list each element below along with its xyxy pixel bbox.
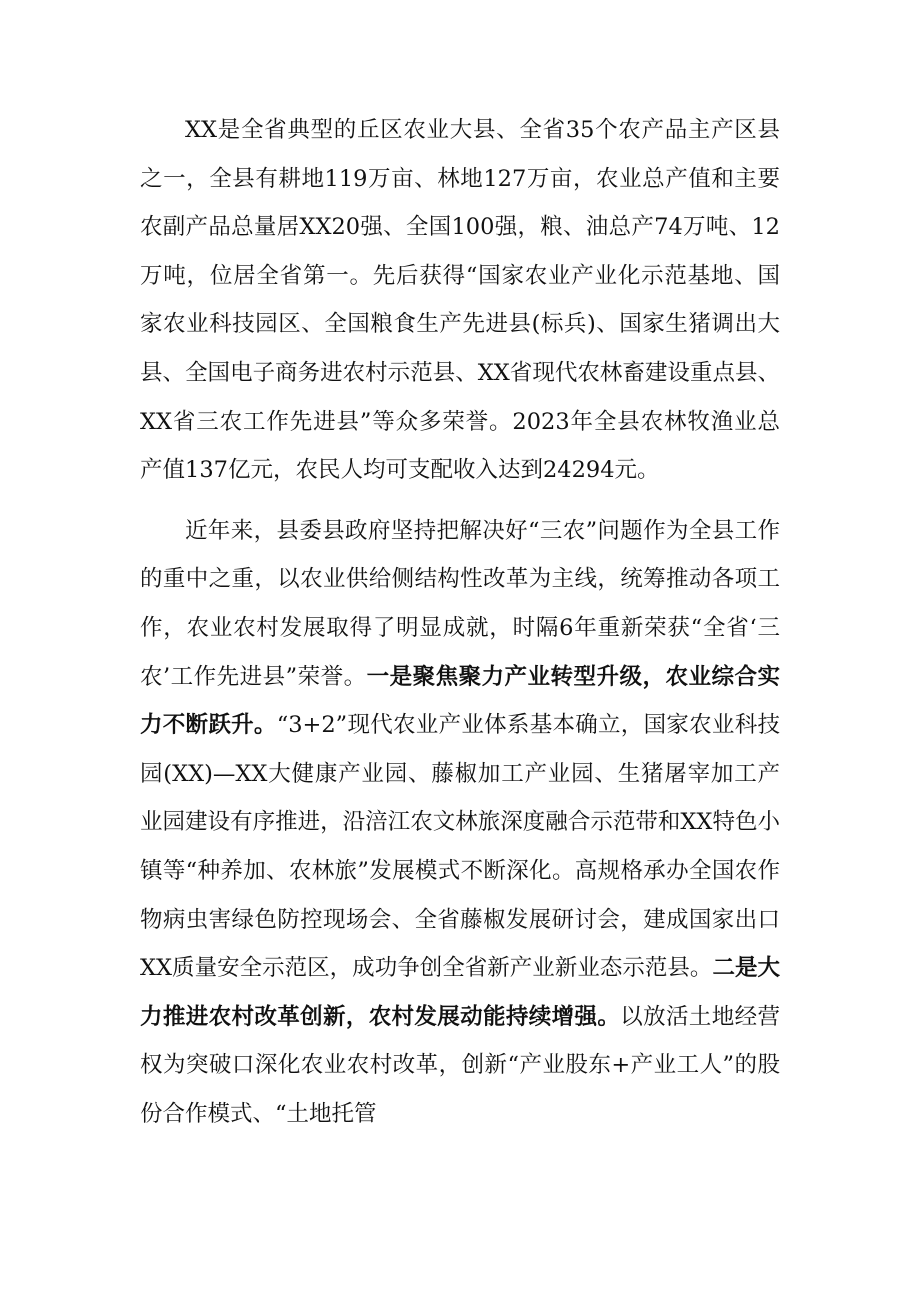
paragraph-achievements — [140, 507, 780, 1139]
point-two-text: 以放活土地经营权为突破口深化农业农村改革，创新“产业股东+产业工人”的股份合作模式、“土地托管 — [140, 1003, 780, 1127]
point-one-heading: 一是聚焦聚力产业转型升级，农业综合实力不断跃升。 — [140, 663, 780, 739]
point-two-heading: 二是大力推进农村改革创新，农村发展动能持续增强。 — [140, 955, 780, 1030]
overview-text: XX是全省典型的丘区农业大县、全省35个农产品主产区县之一，全县有耕地119万亩、林地127万亩，农业总产值和主要农副产品总量居XX20强、全国100强，粮、油总产74万吨、12万吨，位居全省第一。先后获得“国家农业产业化示范基地、国家农业科技园区、全国粮食生产先进县(标兵)、国家生猪调出大县、全国电子商务进农村示范县、XX省现代农林畜建设重点县、XX省三农工作先进县”等众多荣誉。2023年全县农林牧渔业总产值137亿元，农民人均可支配收入达到24294元。 — [140, 117, 780, 484]
document-body — [140, 106, 780, 1150]
point-one-text: “3+2”现代农业产业体系基本确立，国家农业科技园(XX)—XX大健康产业园、藤椒加工产业园、生猪屠宰加工产业园建设有序推进，沿涪江农文林旅深度融合示范带和XX特色小镇等“种养加、农林旅”发展模式不断深化。高规格承办全国农作物病虫害绿色防控现场会、全省藤椒发展研讨会，建成国家出口XX质量安全示范区，成功争创全省新产业新业态示范县。 — [140, 712, 780, 982]
achievements-intro-text: 近年来，县委县政府坚持把解决好“三农”问题作为全县工作的重中之重，以农业供给侧结构性改革为主线，统筹推动各项工作，农业农村发展取得了明显成就，时隔6年重新荣获“全省‘三农’工作先进县”荣誉。 — [140, 517, 780, 690]
paragraph-overview — [140, 106, 780, 495]
